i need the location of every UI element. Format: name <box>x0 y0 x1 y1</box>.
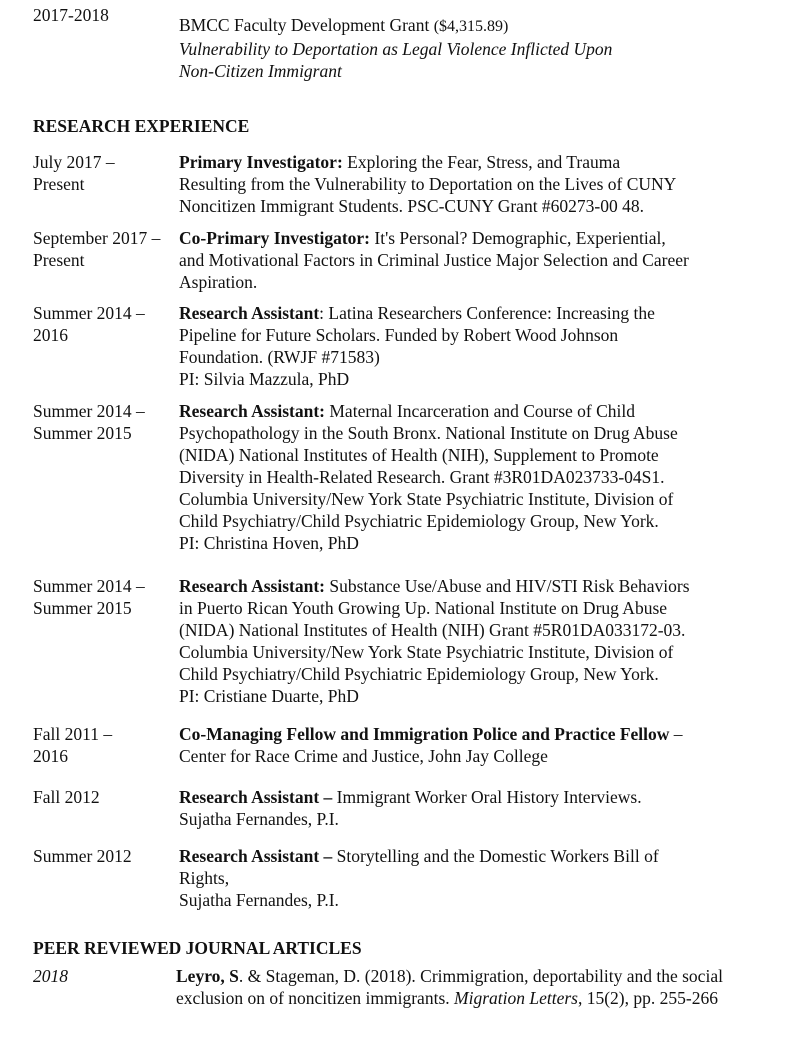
entry-date: Summer 2014 – Summer 2015 <box>33 401 145 443</box>
peer-reviewed-heading: PEER REVIEWED JOURNAL ARTICLES <box>33 938 362 958</box>
entry-role: Primary Investigator: <box>179 152 343 172</box>
article-author: Leyro, S <box>176 966 239 986</box>
entry-description: Primary Investigator: Exploring the Fear, Stress, and Trauma Resulting from the Vulnerability to Deportation on the Lives of CUNY Noncitizen Immigrant Students. PSC-CUNY Grant #60273-00 48. <box>179 152 677 216</box>
entry-role: Research Assistant: <box>179 576 325 596</box>
entry-description: Research Assistant: Maternal Incarceration and Course of Child Psychopathology in the South Bronx. National Institute on Drug Abuse (NIDA) National Institutes of Health (NIH), Supplement to Promote Diversity in Health-Related Research. Grant #3R01DA023733-04S1. Columbia University/New York State Psychiatric Institute, Division of Child Psychiatry/Child Psychiatric Epidemiology Group, New York. PI: Christina Hoven, PhD <box>179 401 678 553</box>
article-year: 2018 <box>33 966 68 986</box>
entry-date: Fall 2011 – 2016 <box>33 724 113 766</box>
grant-title-line-1: Vulnerability to Deportation as Legal Violence Inflicted Upon <box>179 39 613 59</box>
entry-description: Co-Managing Fellow and Immigration Police and Practice Fellow – Center for Race Crime and Justice, John Jay College <box>179 724 683 766</box>
grant-date: 2017-2018 <box>33 5 109 25</box>
grant-title-line-2: Non-Citizen Immigrant <box>179 61 342 81</box>
journal-name: Migration Letters <box>454 988 578 1008</box>
entry-date: Fall 2012 <box>33 787 100 807</box>
entry-description: Research Assistant: Latina Researchers Conference: Increasing the Pipeline for Future Scholars. Funded by Robert Wood Johnson Foundation. (RWJF #71583) PI: Silvia Mazzula, PhD <box>179 303 655 389</box>
entry-date: September 2017 – Present <box>33 228 161 270</box>
entry-description: Research Assistant: Substance Use/Abuse and HIV/STI Risk Behaviors in Puerto Rican Youth Growing Up. National Institute on Drug Abuse (NIDA) National Institutes of Health (NIH) Grant #5R01DA033172-03. Columbia University/New York State Psychiatric Institute, Division of Child Psychiatry/Child Psychiatric Epidemiology Group, New York. PI: Cristiane Duarte, PhD <box>179 576 690 706</box>
entry-date: July 2017 – Present <box>33 152 115 194</box>
entry-role: Research Assistant: <box>179 401 325 421</box>
entry-description: Co-Primary Investigator: It's Personal? Demographic, Experiential, and Motivational Factors in Criminal Justice Major Selection and Career Aspiration. <box>179 228 689 292</box>
entry-role: Research Assistant <box>179 303 320 323</box>
grant-amount: ($4,315.89) <box>433 18 509 35</box>
entry-role: Co-Managing Fellow and Immigration Police and Practice Fellow <box>179 724 670 744</box>
entry-date: Summer 2012 <box>33 846 132 866</box>
entry-date: Summer 2014 – Summer 2015 <box>33 576 145 618</box>
entry-description: Research Assistant – Immigrant Worker Oral History Interviews. Sujatha Fernandes, P.I. <box>179 787 642 829</box>
research-experience-heading: RESEARCH EXPERIENCE <box>33 116 250 136</box>
entry-role: Co-Primary Investigator: <box>179 228 370 248</box>
grant-body <box>179 14 789 82</box>
entry-description: Research Assistant – Storytelling and the Domestic Workers Bill of Rights, Sujatha Fernandes, P.I. <box>179 846 659 910</box>
entry-date: Summer 2014 – 2016 <box>33 303 145 345</box>
grant-name: BMCC Faculty Development Grant <box>179 15 430 35</box>
entry-role: Research Assistant – <box>179 846 333 866</box>
article-citation: Leyro, S. & Stageman, D. (2018). Crimmigration, deportability and the social exclusion on of noncitizen immigrants. Migration Letters, 15(2), pp. 255-266 <box>176 966 723 1008</box>
entry-role: Research Assistant – <box>179 787 333 807</box>
